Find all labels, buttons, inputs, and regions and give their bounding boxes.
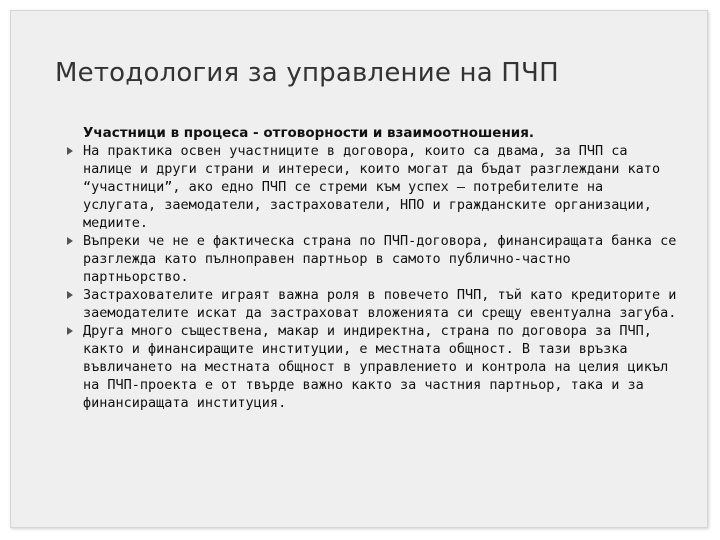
bullet-text: На практика освен участниците в договора, които са двама, за ПЧП са налице и други страни и интереси, които могат да бъдат разглеждани като “участници”, ако едно ПЧП се стреми към успех – потребителите на услугата, заемодатели, застрахователи, НПО и гражданските организации, медиите. — [83, 143, 661, 231]
bullet-text: Друга много съществена, макар и индиректна, страна по договора за ПЧП, както и финансиращите институции, е местната общност. В тази връзка въвличането на местната общност в управлението и контрола на целия цикъл на ПЧП-проекта е от твърде важно както за частния партньор, така и за финансиращата институция. — [83, 323, 669, 411]
bullet-item — [63, 232, 683, 286]
bullet-text: Застрахователите играят важна роля в повечето ПЧП, тъй като кредиторите и заемодателите искат да застраховат вложенията си срещу евентуална загуба. — [83, 287, 677, 321]
triangle-bullet-icon — [67, 237, 73, 245]
triangle-bullet-icon — [67, 327, 73, 335]
slide-title: Методология за управление на ПЧП — [55, 58, 559, 88]
bullet-text: Въпреки че не е фактическа страна по ПЧП-договора, финансиращата банка се разглежда като пълноправен партньор в самото публично-частно партньорство. — [83, 233, 677, 285]
triangle-bullet-icon — [67, 291, 73, 299]
slide-content — [63, 124, 683, 412]
bullet-item — [63, 322, 683, 412]
bullet-list — [63, 142, 683, 412]
triangle-bullet-icon — [67, 147, 73, 155]
slide-subtitle: Участници в процеса - отговорности и взаимоотношения. — [83, 125, 535, 141]
slide — [10, 10, 708, 528]
bullet-item — [63, 142, 683, 232]
bullet-item — [63, 286, 683, 322]
